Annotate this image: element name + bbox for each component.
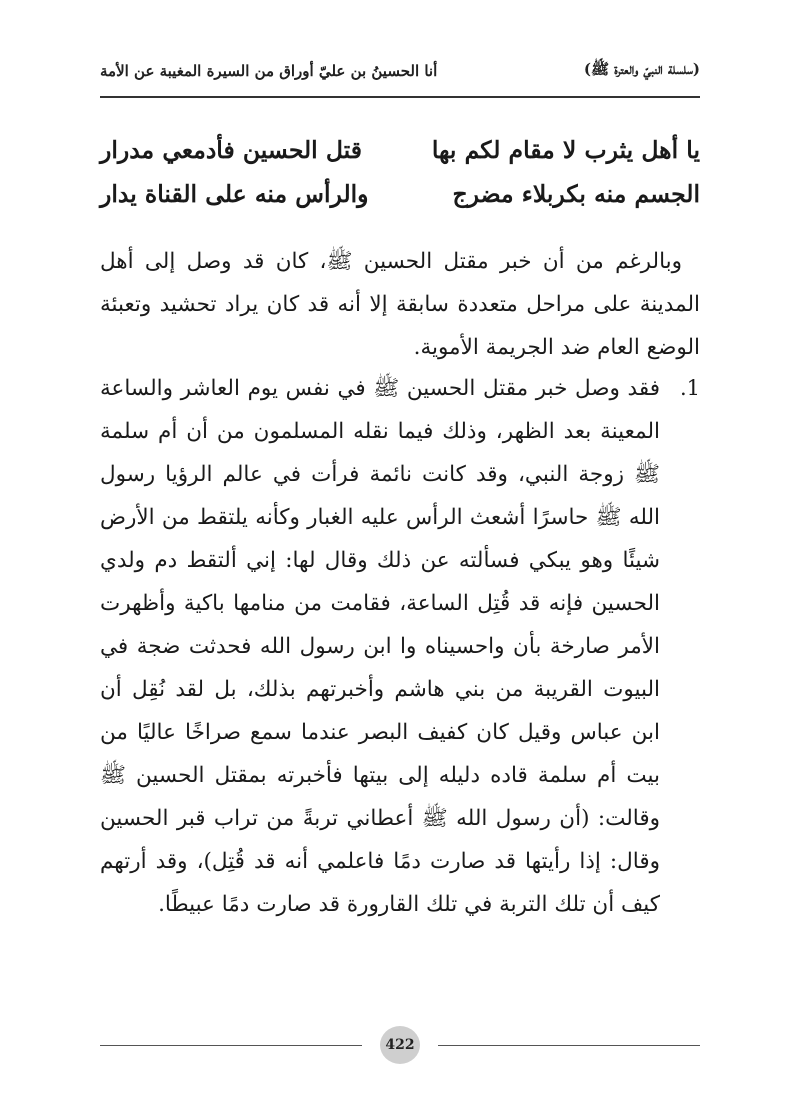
item-number: 1. [679,376,700,400]
numbered-item [100,367,700,926]
hemistich-second: قتل الحسين فأدمعي مدرار [100,136,362,164]
page-number-badge: 422 [380,1026,420,1064]
poem [100,128,700,216]
running-header [100,56,700,86]
book-title: أنا الحسينُ بن عليّ أوراق من السيرة المغيبة عن الأمة [100,62,438,80]
verse-line-1 [100,128,700,172]
series-title: (سلسلة النبيّ والعترة ﷺ) [583,60,700,78]
page-footer [100,1025,700,1065]
footer-divider-left [100,1045,362,1046]
footer-divider-right [438,1045,700,1046]
body-paragraph: وبالرغم من أن خبر مقتل الحسين ﷺ، كان قد وصل إلى أهل المدينة على مراحل متعددة سابقة إلا أنه قد كان يراد تحشيد وتعبئة الوضع العام ضد الجريمة الأموية. [100,249,700,360]
item-text: فقد وصل خبر مقتل الحسين ﷺ في نفس يوم العاشر والساعة المعينة بعد الظهر، وذلك فيما نقله المسلمون من أن أم سلمة ﷺ زوجة النبي، وقد كانت نائمة فرأت في عالم الرؤيا رسول الله ﷺ حاسرًا أشعث الرأس عليه الغبار وكأنه يلتقط من الأرض شيئًا وهو يبكي فسألته عن ذلك وقال لها: إني ألتقط دم ولدي الحسين فإنه قد قُتِل الساعة، فقامت من منامها باكية وأظهرت الأمر صارخة بأن واحسيناه وا ابن رسول الله فحدثت ضجة في البيوت القريبة من بني هاشم وأخبرتهم بذلك، بل لقد نُقِل أن ابن عباس وقيل كان كفيف البصر عندما سمع صراخًا عاليًا من بيت أم سلمة قاده دليله إلى بيتها فأخبرته بمقتل الحسين ﷺ وقالت: (أن رسول الله ﷺ أعطاني تربةً من تراب قبر الحسين وقال: إذا رأيتها قد صارت دمًا فاعلمي أنه قد قُتِل)، وقد أرتهم كيف أن تلك التربة في تلك القارورة قد صارت دمًا عبيطًا. [100,376,660,917]
hemistich-second: والرأس منه على القناة يدار [100,180,369,208]
hemistich-first: يا أهل يثرب لا مقام لكم بها [431,136,700,164]
hemistich-first: الجسم منه بكربلاء مضرج [452,180,700,208]
header-divider [100,96,700,98]
verse-line-2 [100,172,700,216]
